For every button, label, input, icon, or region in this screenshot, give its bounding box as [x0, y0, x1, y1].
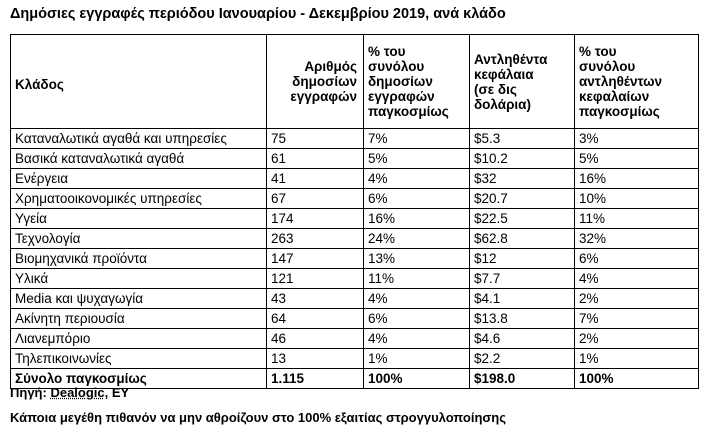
cell-sector: Βασικά καταναλωτικά αγαθά [11, 149, 267, 169]
header-pct-count [364, 35, 470, 129]
cell-count: 67 [267, 189, 364, 209]
cell-pct-capital: 11% [575, 209, 699, 229]
total-pct-capital: 100% [575, 369, 699, 389]
table-row [11, 149, 699, 169]
header-capital-line: Αντληθέντα [474, 51, 548, 67]
cell-pct-count: 5% [364, 149, 470, 169]
table-row [11, 129, 699, 149]
cell-pct-count: 6% [364, 189, 470, 209]
header-capital-line: (σε δις [474, 81, 517, 97]
cell-pct-capital: 10% [575, 189, 699, 209]
header-pct-count-line: εγγραφών [368, 89, 435, 104]
header-pct-capital-line: % του [579, 44, 617, 59]
header-count-line: Αριθμός [304, 59, 357, 74]
source-line [10, 385, 129, 400]
cell-capital: $22.5 [470, 209, 575, 229]
cell-capital: $20.7 [470, 189, 575, 209]
source-name: Dealogic [50, 385, 105, 400]
table-row [11, 349, 699, 369]
cell-count: 121 [267, 269, 364, 289]
cell-sector: Υλικά [11, 269, 267, 289]
cell-capital: $4.6 [470, 329, 575, 349]
table-row [11, 209, 699, 229]
cell-pct-capital: 7% [575, 309, 699, 329]
header-pct-count-line: % του [368, 44, 406, 59]
cell-pct-count: 13% [364, 249, 470, 269]
cell-pct-count: 7% [364, 129, 470, 149]
cell-capital: $4.1 [470, 289, 575, 309]
cell-pct-count: 1% [364, 349, 470, 369]
table-row [11, 169, 699, 189]
total-capital: $198.0 [470, 369, 575, 389]
cell-pct-count: 24% [364, 229, 470, 249]
rounding-note: Κάποια μεγέθη πιθανόν να μην αθροίζουν στο 100% εξαιτίας στρογγυλοποίησης [10, 410, 506, 425]
total-sector: Σύνολο παγκοσμίως [11, 369, 267, 389]
table-row [11, 269, 699, 289]
table-row [11, 229, 699, 249]
page-title: Δημόσιες εγγραφές περιόδου Ιανουαρίου - Δεκεμβρίου 2019, ανά κλάδο [10, 6, 506, 22]
source-prefix: Πηγή: [10, 385, 51, 400]
header-pct-capital-line: κεφαλαίων [579, 89, 650, 104]
header-count-line: εγγραφών [290, 89, 357, 104]
cell-count: 43 [267, 289, 364, 309]
cell-pct-capital: 1% [575, 349, 699, 369]
cell-sector: Χρηματοοικονομικές υπηρεσίες [11, 189, 267, 209]
cell-pct-count: 6% [364, 309, 470, 329]
table-header-row [11, 35, 699, 129]
cell-count: 64 [267, 309, 364, 329]
cell-sector: Τηλεπικοινωνίες [11, 349, 267, 369]
cell-capital: $5.3 [470, 129, 575, 149]
cell-count: 61 [267, 149, 364, 169]
header-pct-count-line: παγκοσμίως [368, 104, 449, 119]
cell-capital: $12 [470, 249, 575, 269]
header-pct-count-line: δημοσίων [368, 74, 433, 89]
cell-sector: Υγεία [11, 209, 267, 229]
cell-sector: Ενέργεια [11, 169, 267, 189]
total-count: 1.115 [267, 369, 364, 389]
cell-capital: $10.2 [470, 149, 575, 169]
cell-pct-capital: 2% [575, 289, 699, 309]
cell-sector: Καταναλωτικά αγαθά και υπηρεσίες [11, 129, 267, 149]
header-pct-capital-line: παγκοσμίως [579, 104, 660, 119]
header-sector-label: Κλάδος [15, 76, 64, 92]
cell-sector: Λιανεμπόριο [11, 329, 267, 349]
cell-capital: $62.8 [470, 229, 575, 249]
table-row [11, 249, 699, 269]
cell-pct-capital: 6% [575, 249, 699, 269]
cell-capital: $13.8 [470, 309, 575, 329]
cell-capital: $2.2 [470, 349, 575, 369]
cell-pct-capital: 3% [575, 129, 699, 149]
source-suffix: , EY [104, 385, 130, 400]
total-pct-count: 100% [364, 369, 470, 389]
header-capital-line: δολάρια) [474, 96, 531, 112]
header-pct-count-line: συνόλου [368, 59, 425, 74]
ipo-sector-table [10, 34, 699, 389]
header-count [267, 35, 364, 129]
cell-sector: Τεχνολογία [11, 229, 267, 249]
cell-pct-count: 11% [364, 269, 470, 289]
cell-count: 41 [267, 169, 364, 189]
cell-sector: Βιομηχανικά προϊόντα [11, 249, 267, 269]
cell-pct-count: 4% [364, 289, 470, 309]
cell-pct-capital: 2% [575, 329, 699, 349]
cell-sector: Ακίνητη περιουσία [11, 309, 267, 329]
cell-pct-capital: 5% [575, 149, 699, 169]
header-pct-capital [575, 35, 699, 129]
cell-pct-count: 16% [364, 209, 470, 229]
header-capital-line: κεφάλαια [474, 66, 534, 82]
cell-pct-capital: 32% [575, 229, 699, 249]
cell-count: 75 [267, 129, 364, 149]
table-row [11, 309, 699, 329]
cell-capital: $7.7 [470, 269, 575, 289]
cell-count: 46 [267, 329, 364, 349]
table-row [11, 189, 699, 209]
cell-count: 174 [267, 209, 364, 229]
cell-pct-count: 4% [364, 169, 470, 189]
cell-count: 13 [267, 349, 364, 369]
header-pct-capital-line: συνόλου [579, 59, 636, 74]
cell-pct-capital: 4% [575, 269, 699, 289]
header-sector [11, 35, 267, 129]
table-row [11, 289, 699, 309]
cell-sector: Media και ψυχαγωγία [11, 289, 267, 309]
cell-capital: $32 [470, 169, 575, 189]
cell-count: 263 [267, 229, 364, 249]
header-pct-capital-line: αντληθέντων [579, 74, 663, 89]
cell-pct-capital: 16% [575, 169, 699, 189]
header-capital [470, 35, 575, 129]
cell-count: 147 [267, 249, 364, 269]
header-count-line: δημοσίων [292, 74, 357, 89]
table-row [11, 329, 699, 349]
cell-pct-count: 4% [364, 329, 470, 349]
